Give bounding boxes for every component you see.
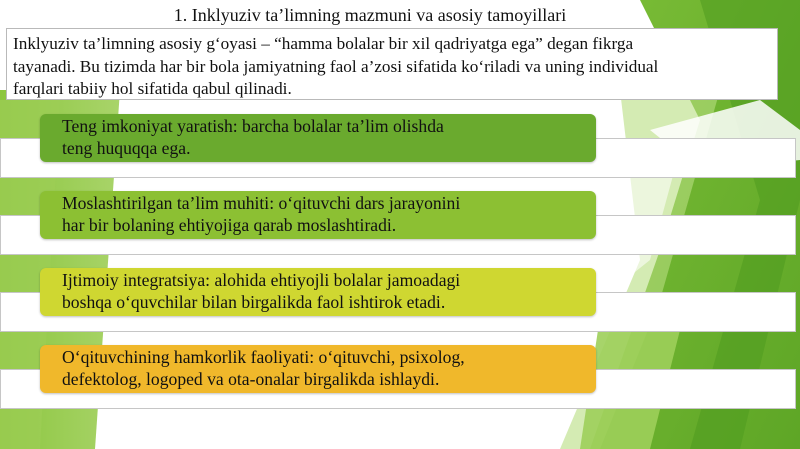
principle-card-social-integration [40, 268, 596, 316]
principle-card-teacher-collaboration [40, 345, 596, 393]
card-line: boshqa o‘quvchilar bilan birgalikda faol ishtirok etadi. [62, 291, 446, 312]
principle-card-equal-opportunity [40, 114, 596, 162]
intro-line: tayanadi. Bu tizimda har bir bola jamiyatning faol a’zosi sifatida ko‘riladi va uning individual [13, 56, 659, 76]
page-title: 1. Inklyuziv ta’limning mazmuni va asosiy tamoyillari [173, 5, 567, 25]
card-line: Teng imkoniyat yaratish: barcha bolalar ta’lim olishda [62, 116, 444, 136]
intro-line: Inklyuziv ta’limning asosiy g‘oyasi – “hamma bolalar bir xil qadriyatga ega” degan fikrga [13, 34, 634, 53]
card-line: har bir bolaning ehtiyojiga qarab moslashtiradi. [62, 214, 397, 235]
card-line: teng huquqqa ega. [62, 137, 191, 158]
principle-card-adapted-environment [40, 191, 596, 239]
card-line: Moslashtirilgan ta’lim muhiti: o‘qituvchi dars jarayonini [62, 193, 461, 213]
intro-text-box [6, 28, 778, 100]
card-line: O‘qituvchining hamkorlik faoliyati: o‘qituvchi, psixolog, [62, 347, 465, 367]
card-line: Ijtimoiy integratsiya: alohida ehtiyojli bolalar jamoadagi [62, 270, 461, 290]
card-line: defektolog, logoped va ota-onalar birgalikda ishlaydi. [62, 368, 440, 389]
intro-line: farqlari tabiiy hol sifatida qabul qilinadi. [13, 79, 292, 98]
